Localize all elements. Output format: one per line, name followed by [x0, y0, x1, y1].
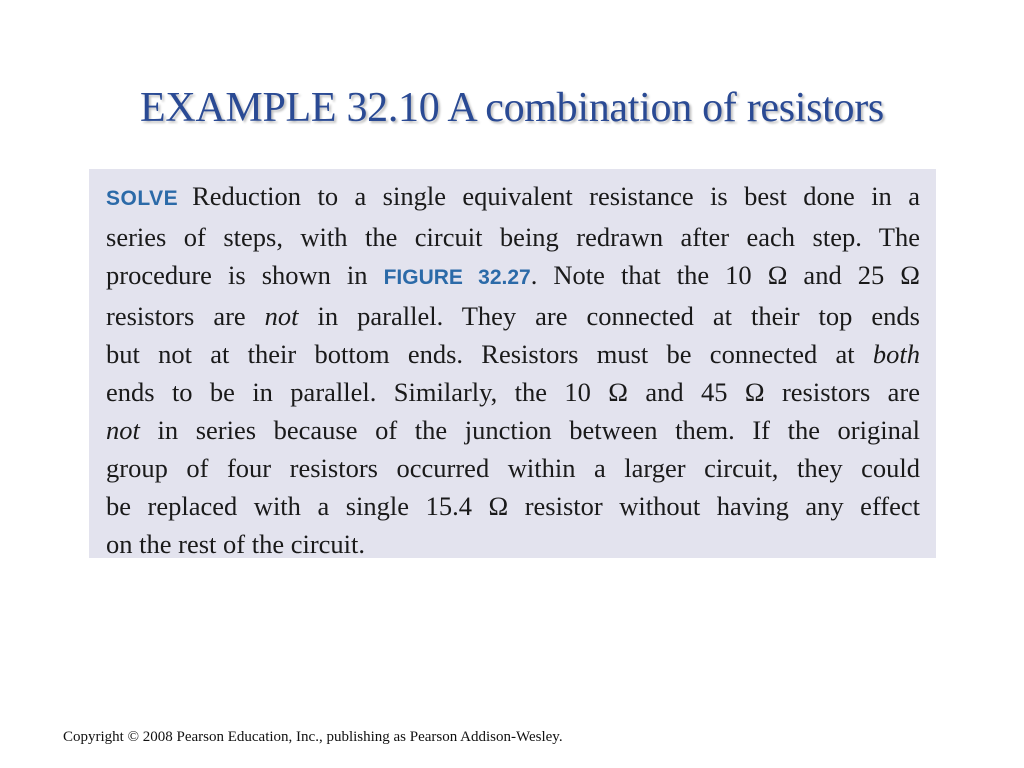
- solve-paragraph: [106, 177, 920, 563]
- paragraph-line-10: on the rest of the circuit.: [106, 529, 366, 559]
- solve-label: SOLVE: [106, 187, 179, 210]
- emphasis-both: both: [872, 339, 920, 369]
- figure-reference: FIGURE 32.27: [383, 266, 531, 289]
- paragraph-line-7: not in series because of the junction between them. If the original: [106, 415, 920, 445]
- paragraph-line-9: be replaced with a single 15.4 Ω resistor without having any effect: [106, 491, 920, 521]
- emphasis-not-2: not: [106, 415, 140, 445]
- paragraph-line-3: procedure is shown in FIGURE 32.27. Note that the 10 Ω and 25 Ω: [106, 260, 920, 290]
- paragraph-line-1: SOLVE Reduction to a single equivalent resistance is best done in a: [106, 181, 920, 211]
- slide-title: EXAMPLE 32.10 A combination of resistors: [140, 85, 884, 131]
- paragraph-line-6: ends to be in parallel. Similarly, the 10 Ω and 45 Ω resistors are: [106, 377, 920, 407]
- copyright-footer: Copyright © 2008 Pearson Education, Inc., publishing as Pearson Addison-Wesley.: [63, 729, 563, 745]
- paragraph-line-4: resistors are not in parallel. They are connected at their top ends: [106, 301, 920, 331]
- paragraph-line-8: group of four resistors occurred within a larger circuit, they could: [106, 453, 920, 483]
- emphasis-not: not: [264, 301, 299, 331]
- paragraph-line-2: series of steps, with the circuit being redrawn after each step. The: [106, 222, 920, 252]
- solve-panel: [89, 169, 936, 558]
- paragraph-line-5: but not at their bottom ends. Resistors must be connected at both: [106, 339, 920, 369]
